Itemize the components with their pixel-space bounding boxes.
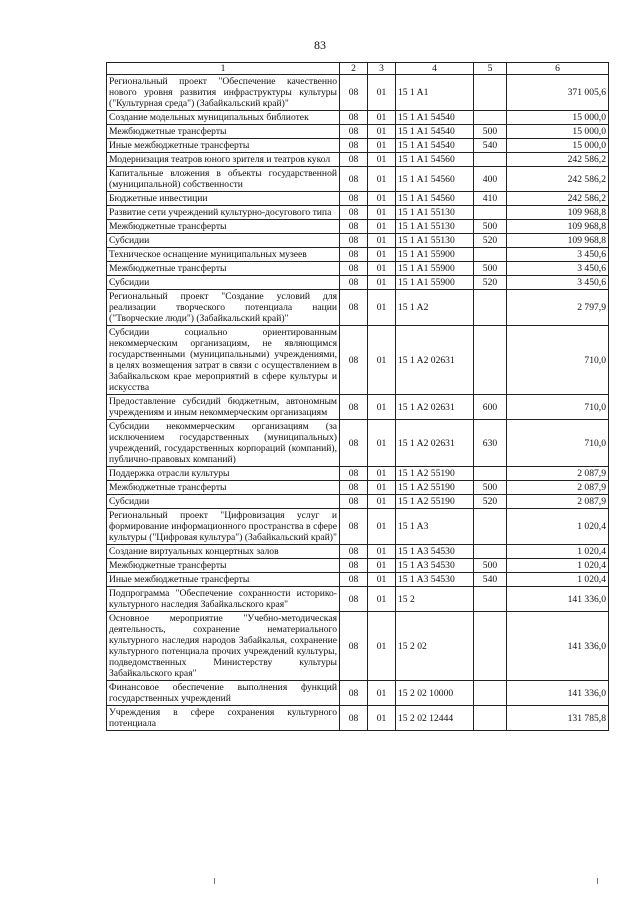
budget-table <box>106 62 609 731</box>
amount: 2 087,9 <box>507 495 609 509</box>
header-cell: 3 <box>368 63 396 75</box>
section-code: 08 <box>340 481 368 495</box>
target-article-code: 15 1 A2 02631 <box>396 420 474 467</box>
amount: 2 087,9 <box>507 481 609 495</box>
section-code: 08 <box>340 587 368 612</box>
item-name: Межбюджетные трансферты <box>107 220 340 234</box>
item-name: Межбюджетные трансферты <box>107 262 340 276</box>
header-cell: 4 <box>396 63 474 75</box>
expense-type-code: 500 <box>474 262 507 276</box>
scan-mark <box>214 878 215 884</box>
amount: 2 087,9 <box>507 467 609 481</box>
target-article-code: 15 1 A1 55900 <box>396 248 474 262</box>
table-row <box>107 326 609 395</box>
item-name: Учреждения в сфере сохранения культурного потенциала <box>107 706 340 731</box>
target-article-code: 15 2 02 10000 <box>396 681 474 706</box>
subsection-code: 01 <box>368 192 396 206</box>
section-code: 08 <box>340 276 368 290</box>
section-code: 08 <box>340 395 368 420</box>
subsection-code: 01 <box>368 612 396 681</box>
table-row <box>107 111 609 125</box>
target-article-code: 15 1 A3 54530 <box>396 545 474 559</box>
amount: 141 336,0 <box>507 681 609 706</box>
expense-type-code <box>474 111 507 125</box>
amount: 2 797,9 <box>507 290 609 326</box>
target-article-code: 15 2 <box>396 587 474 612</box>
item-name: Предоставление субсидий бюджетным, автономным учреждениям и иным некоммерческим организациям <box>107 395 340 420</box>
item-name: Межбюджетные трансферты <box>107 559 340 573</box>
table-row <box>107 220 609 234</box>
table-row <box>107 276 609 290</box>
expense-type-code <box>474 706 507 731</box>
expense-type-code: 500 <box>474 125 507 139</box>
target-article-code: 15 1 A1 54540 <box>396 111 474 125</box>
section-code: 08 <box>340 139 368 153</box>
amount: 710,0 <box>507 420 609 467</box>
subsection-code: 01 <box>368 276 396 290</box>
scan-mark <box>597 878 598 884</box>
target-article-code: 15 1 A1 55900 <box>396 276 474 290</box>
table-row <box>107 206 609 220</box>
section-code: 08 <box>340 509 368 545</box>
target-article-code: 15 1 A2 55190 <box>396 495 474 509</box>
table-row <box>107 248 609 262</box>
expense-type-code <box>474 467 507 481</box>
subsection-code: 01 <box>368 167 396 192</box>
item-name: Межбюджетные трансферты <box>107 481 340 495</box>
target-article-code: 15 1 A1 55130 <box>396 206 474 220</box>
amount: 109 968,8 <box>507 234 609 248</box>
expense-type-code: 520 <box>474 495 507 509</box>
amount: 371 005,6 <box>507 75 609 111</box>
section-code: 08 <box>340 75 368 111</box>
section-code: 08 <box>340 706 368 731</box>
table-row <box>107 125 609 139</box>
section-code: 08 <box>340 573 368 587</box>
table-row <box>107 395 609 420</box>
table-row <box>107 75 609 111</box>
header-cell: 1 <box>107 63 340 75</box>
item-name: Поддержка отрасли культуры <box>107 467 340 481</box>
item-name: Капитальные вложения в объекты государственной (муниципальной) собственности <box>107 167 340 192</box>
page-number: 83 <box>314 38 326 52</box>
item-name: Субсидии <box>107 276 340 290</box>
target-article-code: 15 1 A1 54560 <box>396 192 474 206</box>
item-name: Развитие сети учреждений культурно-досугового типа <box>107 206 340 220</box>
subsection-code: 01 <box>368 573 396 587</box>
section-code: 08 <box>340 612 368 681</box>
table-row <box>107 481 609 495</box>
table-row <box>107 573 609 587</box>
amount: 710,0 <box>507 395 609 420</box>
amount: 15 000,0 <box>507 139 609 153</box>
header-cell: 2 <box>340 63 368 75</box>
target-article-code: 15 2 02 <box>396 612 474 681</box>
section-code: 08 <box>340 495 368 509</box>
item-name: Региональный проект "Обеспечение качественно нового уровня развития инфраструктуры культуры ("Культурная среда") (Забайкальский край)" <box>107 75 340 111</box>
item-name: Создание виртуальных концертных залов <box>107 545 340 559</box>
section-code: 08 <box>340 234 368 248</box>
item-name: Субсидии социально ориентированным некоммерческим организациям, не являющимся государственными (муниципальными) учреждениями, в целях возмещения затрат в связи с осуществлением в Забайкальском крае мероприятий в сфере культуры и искусства <box>107 326 340 395</box>
amount: 1 020,4 <box>507 509 609 545</box>
item-name: Финансовое обеспечение выполнения функций государственных учреждений <box>107 681 340 706</box>
item-name: Региональный проект "Создание условий для реализации творческого потенциала нации ("Творческие люди") (Забайкальский край)" <box>107 290 340 326</box>
expense-type-code <box>474 75 507 111</box>
expense-type-code <box>474 206 507 220</box>
item-name: Иные межбюджетные трансферты <box>107 573 340 587</box>
expense-type-code: 410 <box>474 192 507 206</box>
expense-type-code: 400 <box>474 167 507 192</box>
subsection-code: 01 <box>368 234 396 248</box>
table-row <box>107 420 609 467</box>
subsection-code: 01 <box>368 206 396 220</box>
expense-type-code <box>474 545 507 559</box>
amount: 141 336,0 <box>507 587 609 612</box>
item-name: Иные межбюджетные трансферты <box>107 139 340 153</box>
expense-type-code <box>474 612 507 681</box>
item-name: Создание модельных муниципальных библиотек <box>107 111 340 125</box>
target-article-code: 15 2 02 12444 <box>396 706 474 731</box>
section-code: 08 <box>340 220 368 234</box>
amount: 3 450,6 <box>507 248 609 262</box>
table-row <box>107 681 609 706</box>
expense-type-code <box>474 153 507 167</box>
subsection-code: 01 <box>368 587 396 612</box>
section-code: 08 <box>340 192 368 206</box>
expense-type-code: 540 <box>474 573 507 587</box>
section-code: 08 <box>340 167 368 192</box>
subsection-code: 01 <box>368 153 396 167</box>
table-row <box>107 139 609 153</box>
section-code: 08 <box>340 420 368 467</box>
expense-type-code: 520 <box>474 276 507 290</box>
amount: 15 000,0 <box>507 125 609 139</box>
target-article-code: 15 1 A3 54530 <box>396 559 474 573</box>
amount: 242 586,2 <box>507 153 609 167</box>
section-code: 08 <box>340 206 368 220</box>
amount: 1 020,4 <box>507 559 609 573</box>
table-row <box>107 467 609 481</box>
item-name: Бюджетные инвестиции <box>107 192 340 206</box>
table-row <box>107 509 609 545</box>
item-name: Основное мероприятие "Учебно-методическая деятельность, сохранение нематериального культурного наследия народов Забайкалья, сохранение культурного потенциала прочих учреждений культуры, подведомственных Министерству культуры Забайкальского края" <box>107 612 340 681</box>
amount: 109 968,8 <box>507 206 609 220</box>
target-article-code: 15 1 A1 55130 <box>396 234 474 248</box>
table-row <box>107 192 609 206</box>
section-code: 08 <box>340 681 368 706</box>
target-article-code: 15 1 A3 54530 <box>396 573 474 587</box>
section-code: 08 <box>340 125 368 139</box>
subsection-code: 01 <box>368 420 396 467</box>
section-code: 08 <box>340 545 368 559</box>
subsection-code: 01 <box>368 559 396 573</box>
subsection-code: 01 <box>368 262 396 276</box>
section-code: 08 <box>340 262 368 276</box>
amount: 242 586,2 <box>507 167 609 192</box>
header-row <box>107 63 609 75</box>
section-code: 08 <box>340 326 368 395</box>
table-row <box>107 559 609 573</box>
table-row <box>107 290 609 326</box>
section-code: 08 <box>340 559 368 573</box>
expense-type-code <box>474 248 507 262</box>
section-code: 08 <box>340 153 368 167</box>
target-article-code: 15 1 A1 54560 <box>396 153 474 167</box>
expense-type-code: 500 <box>474 481 507 495</box>
subsection-code: 01 <box>368 139 396 153</box>
subsection-code: 01 <box>368 509 396 545</box>
table-row <box>107 612 609 681</box>
target-article-code: 15 1 A2 55190 <box>396 467 474 481</box>
subsection-code: 01 <box>368 481 396 495</box>
table-row <box>107 234 609 248</box>
subsection-code: 01 <box>368 706 396 731</box>
item-name: Техническое оснащение муниципальных музеев <box>107 248 340 262</box>
amount: 1 020,4 <box>507 545 609 559</box>
subsection-code: 01 <box>368 248 396 262</box>
target-article-code: 15 1 A2 <box>396 290 474 326</box>
expense-type-code <box>474 290 507 326</box>
item-name: Субсидии некоммерческим организациям (за исключением государственных (муниципальных) учреждений, государственных корпораций (компаний), публично-правовых компаний) <box>107 420 340 467</box>
target-article-code: 15 1 A1 <box>396 75 474 111</box>
table-row <box>107 153 609 167</box>
subsection-code: 01 <box>368 75 396 111</box>
table-row <box>107 167 609 192</box>
amount: 109 968,8 <box>507 220 609 234</box>
amount: 15 000,0 <box>507 111 609 125</box>
header-cell: 6 <box>507 63 609 75</box>
amount: 131 785,8 <box>507 706 609 731</box>
expense-type-code: 600 <box>474 395 507 420</box>
subsection-code: 01 <box>368 495 396 509</box>
subsection-code: 01 <box>368 290 396 326</box>
expense-type-code: 540 <box>474 139 507 153</box>
expense-type-code: 520 <box>474 234 507 248</box>
item-name: Субсидии <box>107 234 340 248</box>
expense-type-code: 630 <box>474 420 507 467</box>
subsection-code: 01 <box>368 545 396 559</box>
expense-type-code <box>474 326 507 395</box>
amount: 141 336,0 <box>507 612 609 681</box>
amount: 710,0 <box>507 326 609 395</box>
target-article-code: 15 1 A1 55900 <box>396 262 474 276</box>
expense-type-code <box>474 681 507 706</box>
section-code: 08 <box>340 248 368 262</box>
item-name: Межбюджетные трансферты <box>107 125 340 139</box>
expense-type-code <box>474 587 507 612</box>
table-row <box>107 587 609 612</box>
target-article-code: 15 1 A1 55130 <box>396 220 474 234</box>
amount: 3 450,6 <box>507 276 609 290</box>
amount: 242 586,2 <box>507 192 609 206</box>
table-row <box>107 495 609 509</box>
target-article-code: 15 1 A1 54540 <box>396 139 474 153</box>
table-row <box>107 545 609 559</box>
expense-type-code: 500 <box>474 220 507 234</box>
target-article-code: 15 1 A3 <box>396 509 474 545</box>
item-name: Субсидии <box>107 495 340 509</box>
section-code: 08 <box>340 290 368 326</box>
target-article-code: 15 1 A1 54540 <box>396 125 474 139</box>
target-article-code: 15 1 A2 55190 <box>396 481 474 495</box>
subsection-code: 01 <box>368 395 396 420</box>
subsection-code: 01 <box>368 111 396 125</box>
target-article-code: 15 1 A2 02631 <box>396 395 474 420</box>
subsection-code: 01 <box>368 220 396 234</box>
subsection-code: 01 <box>368 125 396 139</box>
subsection-code: 01 <box>368 467 396 481</box>
section-code: 08 <box>340 467 368 481</box>
header-cell: 5 <box>474 63 507 75</box>
section-code: 08 <box>340 111 368 125</box>
item-name: Региональный проект "Цифровизация услуг и формирование информационного пространства в сфере культуры ("Цифровая культура") (Забайкальский край)" <box>107 509 340 545</box>
subsection-code: 01 <box>368 681 396 706</box>
item-name: Модернизация театров юного зрителя и театров кукол <box>107 153 340 167</box>
item-name: Подпрограмма "Обеспечение сохранности историко-культурного наследия Забайкальского края" <box>107 587 340 612</box>
expense-type-code: 500 <box>474 559 507 573</box>
table-row <box>107 262 609 276</box>
target-article-code: 15 1 A2 02631 <box>396 326 474 395</box>
expense-type-code <box>474 509 507 545</box>
amount: 3 450,6 <box>507 262 609 276</box>
target-article-code: 15 1 A1 54560 <box>396 167 474 192</box>
subsection-code: 01 <box>368 326 396 395</box>
table-row <box>107 706 609 731</box>
amount: 1 020,4 <box>507 573 609 587</box>
